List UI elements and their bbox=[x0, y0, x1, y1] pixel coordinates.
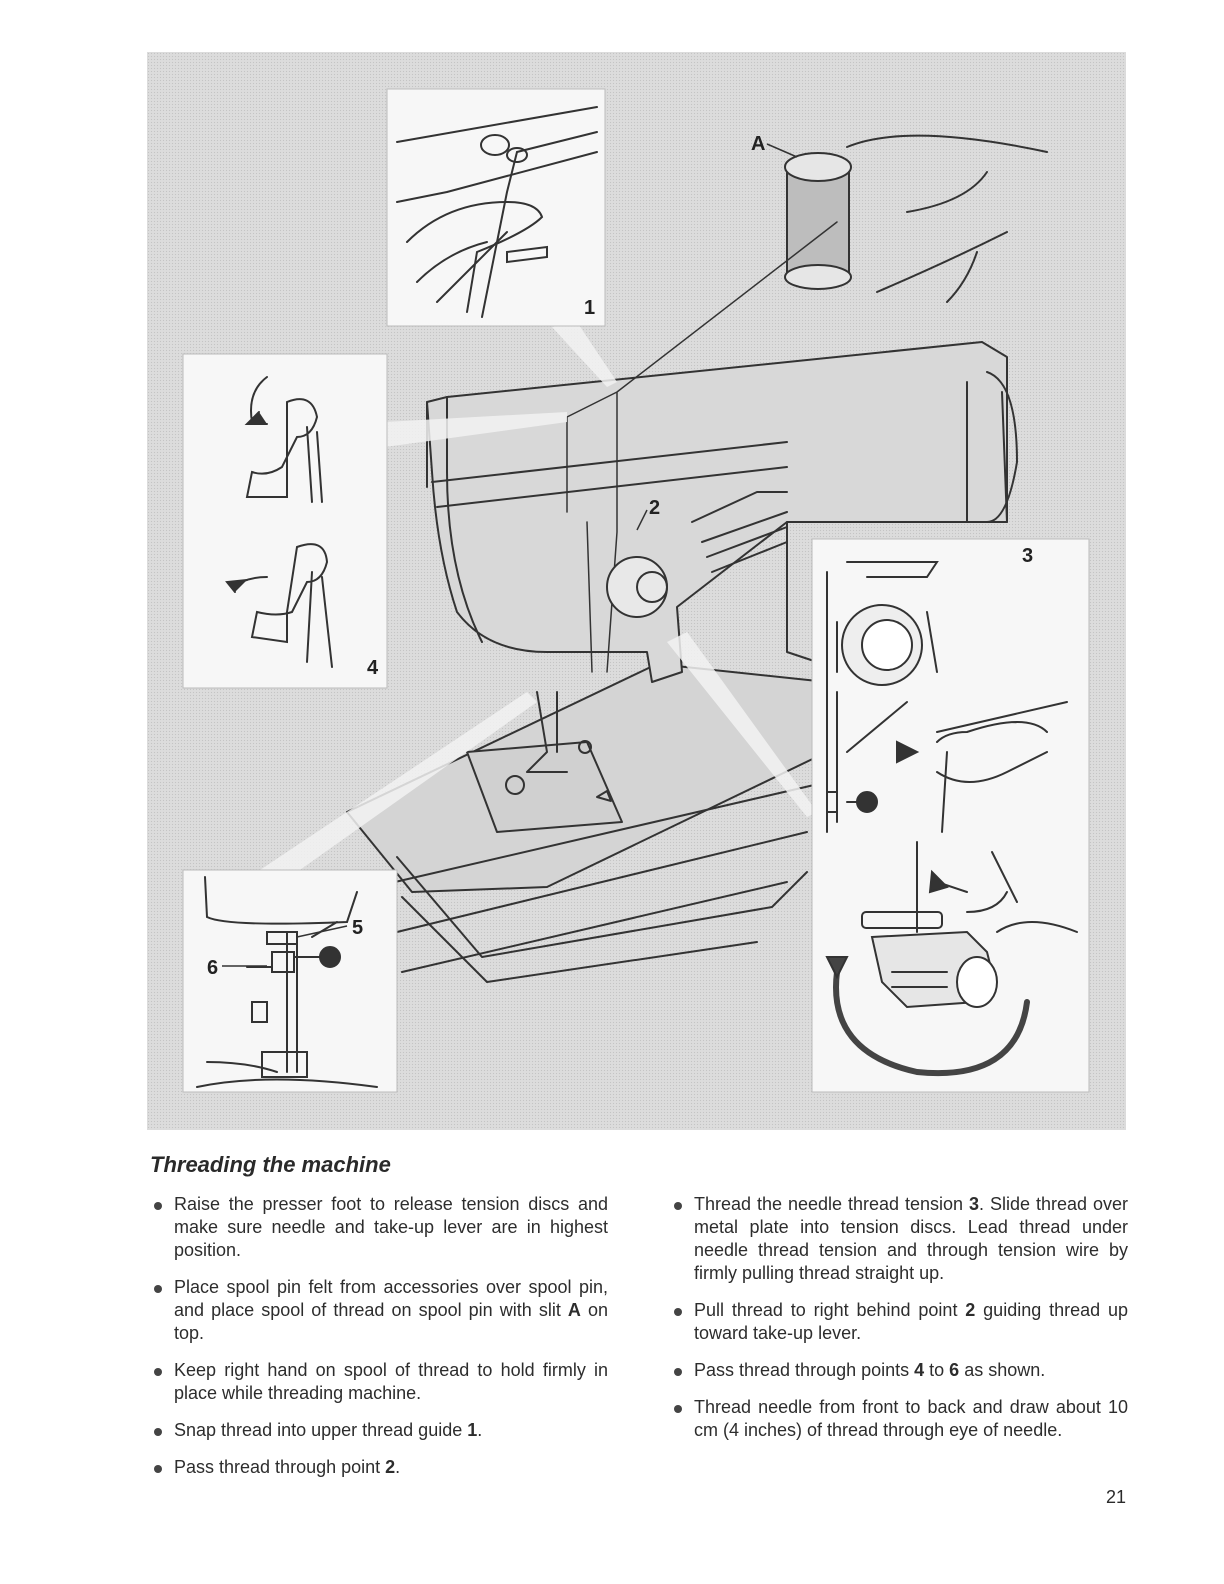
instructions-right-column bbox=[670, 1193, 1128, 1456]
instruction-text: . bbox=[477, 1420, 483, 1440]
instruction-bold-ref: 6 bbox=[949, 1360, 960, 1380]
instruction-bold-ref: 2 bbox=[965, 1300, 976, 1320]
instruction-item bbox=[150, 1359, 608, 1405]
inset-thread-guide-4 bbox=[183, 354, 387, 688]
instruction-item bbox=[670, 1359, 1128, 1382]
threading-illustration bbox=[147, 52, 1126, 1130]
label-6: 6 bbox=[207, 957, 219, 979]
thread-spool bbox=[787, 167, 849, 277]
instruction-text: as shown. bbox=[959, 1360, 1046, 1380]
label-1: 1 bbox=[584, 297, 596, 319]
instruction-text: guiding thread up toward take-up lever. bbox=[694, 1300, 1128, 1343]
instruction-item bbox=[670, 1193, 1128, 1285]
instruction-text: to bbox=[924, 1360, 950, 1380]
instruction-text: Pass thread through points bbox=[694, 1360, 915, 1380]
instruction-bold-ref: 2 bbox=[385, 1457, 396, 1477]
instruction-text: . Slide thread over metal plate into tension discs. Lead thread under needle thread tension and through tension wire by firmly pulling thread straight up. bbox=[694, 1194, 1128, 1283]
instruction-item bbox=[150, 1276, 608, 1345]
label-3: 3 bbox=[1022, 545, 1034, 567]
instruction-item bbox=[670, 1396, 1128, 1442]
sewing-machine-drawing bbox=[147, 52, 1126, 1130]
label-4: 4 bbox=[367, 657, 379, 679]
instruction-text: Thread needle from front to back and draw about 10 cm (4 inches) of thread through eye of needle. bbox=[694, 1397, 1128, 1440]
instruction-text: Thread the needle thread tension bbox=[694, 1194, 969, 1214]
instruction-bold-ref: A bbox=[567, 1300, 581, 1320]
label-2: 2 bbox=[649, 497, 661, 519]
instruction-item bbox=[150, 1456, 608, 1479]
label-a: A bbox=[751, 133, 766, 155]
inset-needle-guides bbox=[183, 870, 397, 1092]
inset-needle-thread-tension bbox=[812, 539, 1089, 1092]
page-number: 21 bbox=[1106, 1487, 1127, 1507]
instruction-text: Pass thread through point bbox=[174, 1457, 386, 1477]
instruction-text: Pull thread to right behind point bbox=[694, 1300, 966, 1320]
instruction-text: . bbox=[395, 1457, 401, 1477]
instruction-text: Snap thread into upper thread guide bbox=[174, 1420, 468, 1440]
section-heading: Threading the machine bbox=[150, 1152, 391, 1177]
hand-right bbox=[847, 136, 1047, 302]
instruction-text: Keep right hand on spool of thread to hold firmly in place while threading machine. bbox=[174, 1360, 608, 1403]
instruction-bold-ref: 3 bbox=[969, 1194, 980, 1214]
instruction-item bbox=[150, 1193, 608, 1262]
inset-upper-thread-guide bbox=[387, 89, 605, 326]
instruction-item bbox=[670, 1299, 1128, 1345]
instruction-item bbox=[150, 1419, 608, 1442]
instruction-text: Raise the presser foot to release tension discs and make sure needle and take-up lever are in highest position. bbox=[174, 1194, 608, 1260]
instruction-bold-ref: 1 bbox=[467, 1420, 478, 1440]
instruction-text: Place spool pin felt from accessories over spool pin, and place spool of thread on spool pin with slit bbox=[174, 1277, 608, 1320]
instruction-text: on top. bbox=[174, 1300, 608, 1343]
instructions-left-column bbox=[150, 1193, 608, 1493]
instruction-bold-ref: 4 bbox=[914, 1360, 925, 1380]
label-5: 5 bbox=[352, 917, 364, 939]
